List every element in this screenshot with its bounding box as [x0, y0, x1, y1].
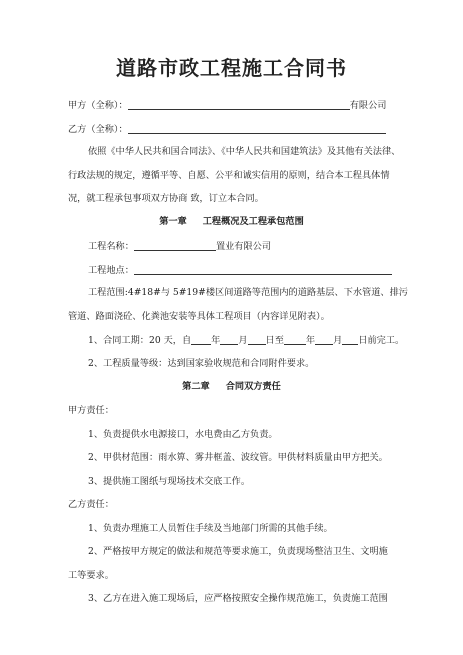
- intro-line-3: 况，就工程承包事项双方协商 致，订立本合同。: [68, 193, 264, 204]
- end-day-blank[interactable]: [342, 333, 358, 345]
- party-a-resp-1: 1、负责提供水电源接口，水电费由乙方负责。: [88, 429, 278, 440]
- party-b-responsibilities-heading: 乙方责任：: [68, 499, 114, 510]
- start-day-blank[interactable]: [248, 333, 266, 345]
- intro-line-2: 行政法规的规定，遵循平等、自愿、公平和诚实信用的原则，结合本工程具体情: [68, 170, 390, 181]
- end-month-label: 月: [333, 335, 343, 346]
- project-name-blank[interactable]: [134, 239, 216, 251]
- party-b-line: [68, 122, 393, 137]
- project-name-label: 工程名称：: [88, 241, 134, 252]
- party-a-resp-3: 3、提供施工图纸与现场技术交底工作。: [88, 476, 251, 487]
- party-a-suffix: 有限公司: [349, 100, 387, 111]
- party-b-resp-3: 3、乙方在进入施工现场后，应严格按照安全操作规范施工，负责施工范围: [88, 593, 388, 604]
- scope-line-1: 工程范围:4#18#与 5#19#楼区间道路等范围内的道路基层、下水管道、排污: [88, 287, 408, 298]
- project-name-suffix: 置业有限公司: [215, 241, 272, 252]
- party-b-resp-2-cont: 工等要求。: [68, 570, 114, 581]
- schedule-prefix: 1、合同工期：20 天，自: [88, 335, 192, 346]
- start-year-blank[interactable]: [191, 333, 211, 345]
- chapter-1-title: 工程概况及工程承包范围: [202, 216, 304, 227]
- party-b-resp-2: 2、严格按甲方规定的做法和规范等要求施工，负责现场整洁卫生、文明施: [88, 546, 388, 557]
- party-a-blank[interactable]: [128, 98, 350, 110]
- chapter-2-number: 第二章: [182, 381, 210, 392]
- party-a-resp-2: 2、甲供材范围：雨水箅、雾井框盖、波纹管。甲供材料质量由甲方把关。: [88, 452, 388, 463]
- project-site-blank[interactable]: [134, 263, 392, 275]
- chapter-2-heading: [0, 380, 463, 394]
- party-b-resp-1: 1、负责办理施工人员暂住手续及当地部门所需的其他手续。: [88, 523, 333, 534]
- schedule-suffix: 日前完工。: [358, 335, 405, 346]
- party-a-line: [68, 98, 393, 113]
- project-name-line: [88, 239, 393, 254]
- chapter-1-number: 第一章: [159, 216, 187, 227]
- party-b-label: 乙方（全称）：: [68, 124, 128, 135]
- end-month-blank[interactable]: [315, 333, 333, 345]
- document-title: 道路市政工程施工合同书: [116, 56, 347, 80]
- start-month-label: 月: [238, 335, 248, 346]
- quality-line: 2、工程质量等级：达到国家验收规范和合同附件要求。: [88, 358, 315, 369]
- end-year-label: 年: [305, 335, 316, 346]
- party-a-responsibilities-heading: 甲方责任：: [68, 405, 114, 416]
- start-day-label: 日至: [265, 335, 284, 346]
- start-year-label: 年: [211, 335, 221, 346]
- party-b-blank[interactable]: [128, 122, 386, 134]
- project-site-label: 工程地点：: [88, 265, 134, 276]
- end-year-blank[interactable]: [284, 333, 306, 345]
- project-site-line: [88, 263, 393, 278]
- intro-line-1: 依照《中华人民共和国合同法》、《中华人民共和国建筑法》及其他有关法律、: [88, 146, 401, 157]
- party-a-label: 甲方（全称）：: [68, 100, 128, 111]
- chapter-1-heading: [0, 215, 463, 229]
- scope-line-2: 管道、路面浇砼、化粪池安装等具体工程项目（内容详见附表）。: [68, 311, 330, 322]
- start-month-blank[interactable]: [220, 333, 238, 345]
- chapter-2-title: 合同双方责任: [225, 381, 281, 392]
- schedule-line: [88, 333, 405, 348]
